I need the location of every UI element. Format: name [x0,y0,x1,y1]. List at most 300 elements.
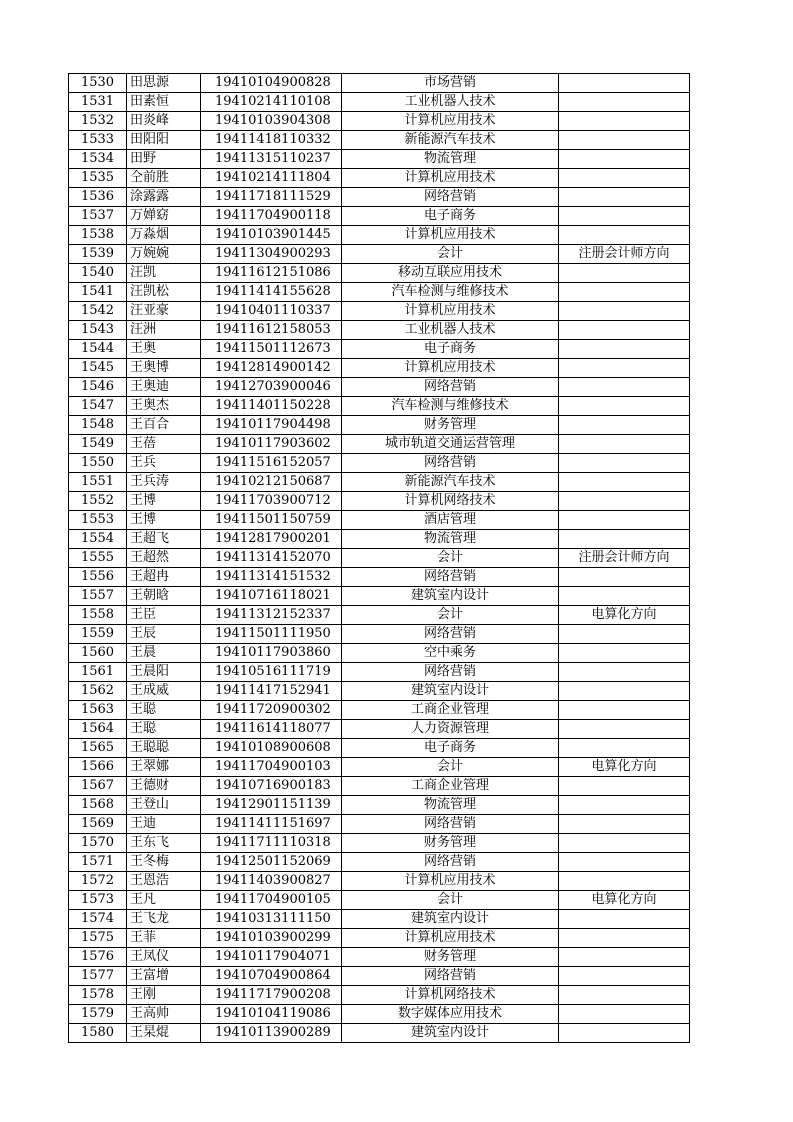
student-name-cell: 王奥博 [127,359,201,378]
table-row [69,435,690,454]
row-number-cell: 1570 [69,834,127,853]
row-number-cell: 1541 [69,283,127,302]
direction-cell [559,131,690,150]
major-cell: 网络营销 [342,378,559,397]
student-name-cell: 王德财 [127,777,201,796]
direction-cell [559,302,690,321]
student-name-cell: 王晨阳 [127,663,201,682]
table-row [69,644,690,663]
row-number-cell: 1549 [69,435,127,454]
table-row [69,701,690,720]
major-cell: 电子商务 [342,340,559,359]
table-row [69,910,690,929]
student-name-cell: 王奥迪 [127,378,201,397]
row-number-cell: 1545 [69,359,127,378]
direction-cell [559,473,690,492]
major-cell: 网络营销 [342,568,559,587]
table-row [69,891,690,910]
table-row [69,682,690,701]
major-cell: 电子商务 [342,207,559,226]
major-cell: 汽车检测与维修技术 [342,283,559,302]
student-id-cell: 19411614118077 [201,720,342,739]
student-id-cell: 19410108900608 [201,739,342,758]
direction-cell [559,264,690,283]
row-number-cell: 1562 [69,682,127,701]
student-id-cell: 19411314152070 [201,549,342,568]
table-row [69,530,690,549]
student-name-cell: 仝前胜 [127,169,201,188]
student-id-cell: 19410117904071 [201,948,342,967]
major-cell: 新能源汽车技术 [342,473,559,492]
student-id-cell: 19410117903602 [201,435,342,454]
direction-cell [559,435,690,454]
direction-cell [559,169,690,188]
student-id-cell: 19411418110332 [201,131,342,150]
table-row [69,359,690,378]
student-name-cell: 王凡 [127,891,201,910]
table-row [69,321,690,340]
table-row [69,834,690,853]
major-cell: 计算机网络技术 [342,986,559,1005]
table-row [69,378,690,397]
student-name-cell: 王聪聪 [127,739,201,758]
student-name-cell: 王聪 [127,701,201,720]
student-name-cell: 王凤仪 [127,948,201,967]
student-name-cell: 王迪 [127,815,201,834]
major-cell: 网络营销 [342,188,559,207]
direction-cell [559,397,690,416]
major-cell: 城市轨道交通运营管理 [342,435,559,454]
major-cell: 移动互联应用技术 [342,264,559,283]
direction-cell [559,188,690,207]
table-row [69,872,690,891]
student-name-cell: 汪亚豪 [127,302,201,321]
table-row [69,245,690,264]
row-number-cell: 1575 [69,929,127,948]
direction-cell [559,910,690,929]
table-row [69,739,690,758]
direction-cell [559,644,690,663]
direction-cell [559,568,690,587]
row-number-cell: 1561 [69,663,127,682]
table-row [69,758,690,777]
row-number-cell: 1574 [69,910,127,929]
student-name-cell: 田炎峰 [127,112,201,131]
major-cell: 计算机应用技术 [342,302,559,321]
table-row [69,511,690,530]
row-number-cell: 1552 [69,492,127,511]
table-row [69,1024,690,1043]
direction-cell [559,74,690,93]
row-number-cell: 1534 [69,150,127,169]
row-number-cell: 1571 [69,853,127,872]
student-name-cell: 田素恒 [127,93,201,112]
row-number-cell: 1555 [69,549,127,568]
student-name-cell: 王兵涛 [127,473,201,492]
student-id-cell: 19410401110337 [201,302,342,321]
major-cell: 市场营销 [342,74,559,93]
table-row [69,473,690,492]
direction-cell [559,967,690,986]
table-row [69,207,690,226]
table-row [69,283,690,302]
row-number-cell: 1560 [69,644,127,663]
student-name-cell: 王辰 [127,625,201,644]
student-id-cell: 19411717900208 [201,986,342,1005]
direction-cell: 电算化方向 [559,891,690,910]
row-number-cell: 1539 [69,245,127,264]
student-id-cell: 19411403900827 [201,872,342,891]
direction-cell [559,93,690,112]
student-name-cell: 王杲焜 [127,1024,201,1043]
major-cell: 计算机应用技术 [342,872,559,891]
student-name-cell: 万婉婉 [127,245,201,264]
student-name-cell: 王聪 [127,720,201,739]
direction-cell [559,226,690,245]
row-number-cell: 1553 [69,511,127,530]
row-number-cell: 1538 [69,226,127,245]
major-cell: 网络营销 [342,454,559,473]
student-name-cell: 王冬梅 [127,853,201,872]
student-id-cell: 19410113900289 [201,1024,342,1043]
major-cell: 建筑室内设计 [342,682,559,701]
student-id-cell: 19411401150228 [201,397,342,416]
direction-cell [559,720,690,739]
student-id-cell: 19411718111529 [201,188,342,207]
row-number-cell: 1556 [69,568,127,587]
table-row [69,948,690,967]
student-id-cell: 19411516152057 [201,454,342,473]
major-cell: 会计 [342,549,559,568]
row-number-cell: 1572 [69,872,127,891]
row-number-cell: 1535 [69,169,127,188]
student-id-cell: 19411315110237 [201,150,342,169]
major-cell: 物流管理 [342,796,559,815]
student-id-cell: 19410103904308 [201,112,342,131]
direction-cell [559,321,690,340]
student-name-cell: 王奥杰 [127,397,201,416]
table-row [69,568,690,587]
row-number-cell: 1563 [69,701,127,720]
table-row [69,625,690,644]
student-id-cell: 19411501150759 [201,511,342,530]
direction-cell [559,378,690,397]
table-row [69,777,690,796]
direction-cell: 注册会计师方向 [559,245,690,264]
direction-cell [559,815,690,834]
student-id-cell: 19411501111950 [201,625,342,644]
student-name-cell: 田阳阳 [127,131,201,150]
student-name-cell: 王博 [127,511,201,530]
row-number-cell: 1547 [69,397,127,416]
student-id-cell: 19410704900864 [201,967,342,986]
direction-cell [559,207,690,226]
student-name-cell: 汪凯 [127,264,201,283]
student-name-cell: 王蓓 [127,435,201,454]
student-list-table [68,73,690,1043]
student-id-cell: 19411411151697 [201,815,342,834]
student-id-cell: 19411720900302 [201,701,342,720]
direction-cell [559,112,690,131]
student-name-cell: 田野 [127,150,201,169]
student-name-cell: 王朝晗 [127,587,201,606]
student-id-cell: 19412703900046 [201,378,342,397]
direction-cell [559,834,690,853]
student-id-cell: 19410103900299 [201,929,342,948]
major-cell: 建筑室内设计 [342,587,559,606]
direction-cell [559,150,690,169]
student-id-cell: 19411314151532 [201,568,342,587]
direction-cell [559,340,690,359]
table-row [69,1005,690,1024]
row-number-cell: 1554 [69,530,127,549]
student-id-cell: 19410104900828 [201,74,342,93]
direction-cell [559,1005,690,1024]
student-name-cell: 王高帅 [127,1005,201,1024]
major-cell: 建筑室内设计 [342,1024,559,1043]
major-cell: 电子商务 [342,739,559,758]
student-id-cell: 19411304900293 [201,245,342,264]
table-row [69,150,690,169]
direction-cell [559,530,690,549]
table-row [69,492,690,511]
student-name-cell: 王成威 [127,682,201,701]
major-cell: 会计 [342,245,559,264]
student-name-cell: 王超飞 [127,530,201,549]
major-cell: 计算机应用技术 [342,112,559,131]
table-row [69,587,690,606]
table-row [69,796,690,815]
student-id-cell: 19412814900142 [201,359,342,378]
student-name-cell: 王东飞 [127,834,201,853]
row-number-cell: 1557 [69,587,127,606]
student-name-cell: 王菲 [127,929,201,948]
table-row [69,131,690,150]
student-name-cell: 王富增 [127,967,201,986]
row-number-cell: 1543 [69,321,127,340]
student-id-cell: 19411703900712 [201,492,342,511]
student-name-cell: 王翠娜 [127,758,201,777]
student-id-cell: 19410716900183 [201,777,342,796]
row-number-cell: 1540 [69,264,127,283]
major-cell: 财务管理 [342,948,559,967]
row-number-cell: 1579 [69,1005,127,1024]
major-cell: 计算机应用技术 [342,929,559,948]
student-name-cell: 王晨 [127,644,201,663]
row-number-cell: 1537 [69,207,127,226]
student-id-cell: 19411417152941 [201,682,342,701]
student-id-cell: 19410103901445 [201,226,342,245]
direction-cell [559,492,690,511]
row-number-cell: 1578 [69,986,127,1005]
row-number-cell: 1567 [69,777,127,796]
row-number-cell: 1531 [69,93,127,112]
row-number-cell: 1573 [69,891,127,910]
student-id-cell: 19410117903860 [201,644,342,663]
student-id-cell: 19412901151139 [201,796,342,815]
student-id-cell: 19410313111150 [201,910,342,929]
row-number-cell: 1536 [69,188,127,207]
major-cell: 网络营销 [342,815,559,834]
major-cell: 物流管理 [342,150,559,169]
table-row [69,454,690,473]
direction-cell: 电算化方向 [559,758,690,777]
direction-cell [559,587,690,606]
student-name-cell: 王登山 [127,796,201,815]
student-name-cell: 王超然 [127,549,201,568]
direction-cell [559,416,690,435]
row-number-cell: 1576 [69,948,127,967]
student-id-cell: 19410214110108 [201,93,342,112]
student-id-cell: 19410214111804 [201,169,342,188]
direction-cell [559,625,690,644]
student-name-cell: 王超冉 [127,568,201,587]
row-number-cell: 1533 [69,131,127,150]
major-cell: 酒店管理 [342,511,559,530]
student-name-cell: 王博 [127,492,201,511]
student-name-cell: 王百合 [127,416,201,435]
major-cell: 工业机器人技术 [342,93,559,112]
table-row [69,74,690,93]
table-row [69,93,690,112]
student-name-cell: 王奥 [127,340,201,359]
table-row [69,815,690,834]
major-cell: 网络营销 [342,967,559,986]
direction-cell: 电算化方向 [559,606,690,625]
student-name-cell: 万淼烟 [127,226,201,245]
row-number-cell: 1566 [69,758,127,777]
student-id-cell: 19411612158053 [201,321,342,340]
direction-cell [559,682,690,701]
major-cell: 工商企业管理 [342,701,559,720]
row-number-cell: 1559 [69,625,127,644]
major-cell: 建筑室内设计 [342,910,559,929]
row-number-cell: 1564 [69,720,127,739]
major-cell: 工商企业管理 [342,777,559,796]
table-row [69,663,690,682]
table-row [69,188,690,207]
major-cell: 会计 [342,891,559,910]
student-id-cell: 19412501152069 [201,853,342,872]
table-row [69,226,690,245]
table-row [69,606,690,625]
direction-cell [559,872,690,891]
table-row [69,929,690,948]
direction-cell [559,796,690,815]
table-row [69,340,690,359]
table-row [69,720,690,739]
row-number-cell: 1546 [69,378,127,397]
major-cell: 会计 [342,606,559,625]
student-name-cell: 王臣 [127,606,201,625]
student-name-cell: 王兵 [127,454,201,473]
student-name-cell: 王恩浩 [127,872,201,891]
major-cell: 会计 [342,758,559,777]
table-row [69,264,690,283]
row-number-cell: 1558 [69,606,127,625]
row-number-cell: 1568 [69,796,127,815]
table-row [69,112,690,131]
direction-cell [559,777,690,796]
student-id-cell: 19411711110318 [201,834,342,853]
direction-cell [559,454,690,473]
major-cell: 网络营销 [342,663,559,682]
direction-cell [559,663,690,682]
direction-cell [559,986,690,1005]
major-cell: 人力资源管理 [342,720,559,739]
major-cell: 计算机应用技术 [342,359,559,378]
row-number-cell: 1532 [69,112,127,131]
table-row [69,397,690,416]
direction-cell [559,929,690,948]
direction-cell [559,701,690,720]
row-number-cell: 1544 [69,340,127,359]
table-body [69,74,690,1043]
row-number-cell: 1548 [69,416,127,435]
student-id-cell: 19410117904498 [201,416,342,435]
student-id-cell: 19411704900103 [201,758,342,777]
student-id-cell: 19410716118021 [201,587,342,606]
student-id-cell: 19410212150687 [201,473,342,492]
direction-cell [559,853,690,872]
table-row [69,549,690,568]
row-number-cell: 1542 [69,302,127,321]
student-name-cell: 王刚 [127,986,201,1005]
major-cell: 数字媒体应用技术 [342,1005,559,1024]
student-id-cell: 19412817900201 [201,530,342,549]
direction-cell [559,948,690,967]
major-cell: 计算机应用技术 [342,226,559,245]
major-cell: 网络营销 [342,853,559,872]
direction-cell [559,739,690,758]
student-id-cell: 19411612151086 [201,264,342,283]
row-number-cell: 1530 [69,74,127,93]
row-number-cell: 1569 [69,815,127,834]
student-id-cell: 19411312152337 [201,606,342,625]
direction-cell: 注册会计师方向 [559,549,690,568]
table-row [69,302,690,321]
major-cell: 计算机应用技术 [342,169,559,188]
student-name-cell: 万婵窈 [127,207,201,226]
major-cell: 财务管理 [342,416,559,435]
major-cell: 新能源汽车技术 [342,131,559,150]
student-id-cell: 19411704900118 [201,207,342,226]
student-name-cell: 涂露露 [127,188,201,207]
major-cell: 工业机器人技术 [342,321,559,340]
row-number-cell: 1577 [69,967,127,986]
student-id-cell: 19411704900105 [201,891,342,910]
student-name-cell: 王飞龙 [127,910,201,929]
row-number-cell: 1551 [69,473,127,492]
major-cell: 汽车检测与维修技术 [342,397,559,416]
direction-cell [559,359,690,378]
direction-cell [559,283,690,302]
direction-cell [559,1024,690,1043]
major-cell: 物流管理 [342,530,559,549]
major-cell: 网络营销 [342,625,559,644]
student-id-cell: 19410104119086 [201,1005,342,1024]
student-name-cell: 汪凯松 [127,283,201,302]
table-row [69,416,690,435]
direction-cell [559,511,690,530]
major-cell: 财务管理 [342,834,559,853]
table-row [69,169,690,188]
major-cell: 空中乘务 [342,644,559,663]
student-id-cell: 19411501112673 [201,340,342,359]
student-name-cell: 汪洲 [127,321,201,340]
student-id-cell: 19410516111719 [201,663,342,682]
row-number-cell: 1565 [69,739,127,758]
